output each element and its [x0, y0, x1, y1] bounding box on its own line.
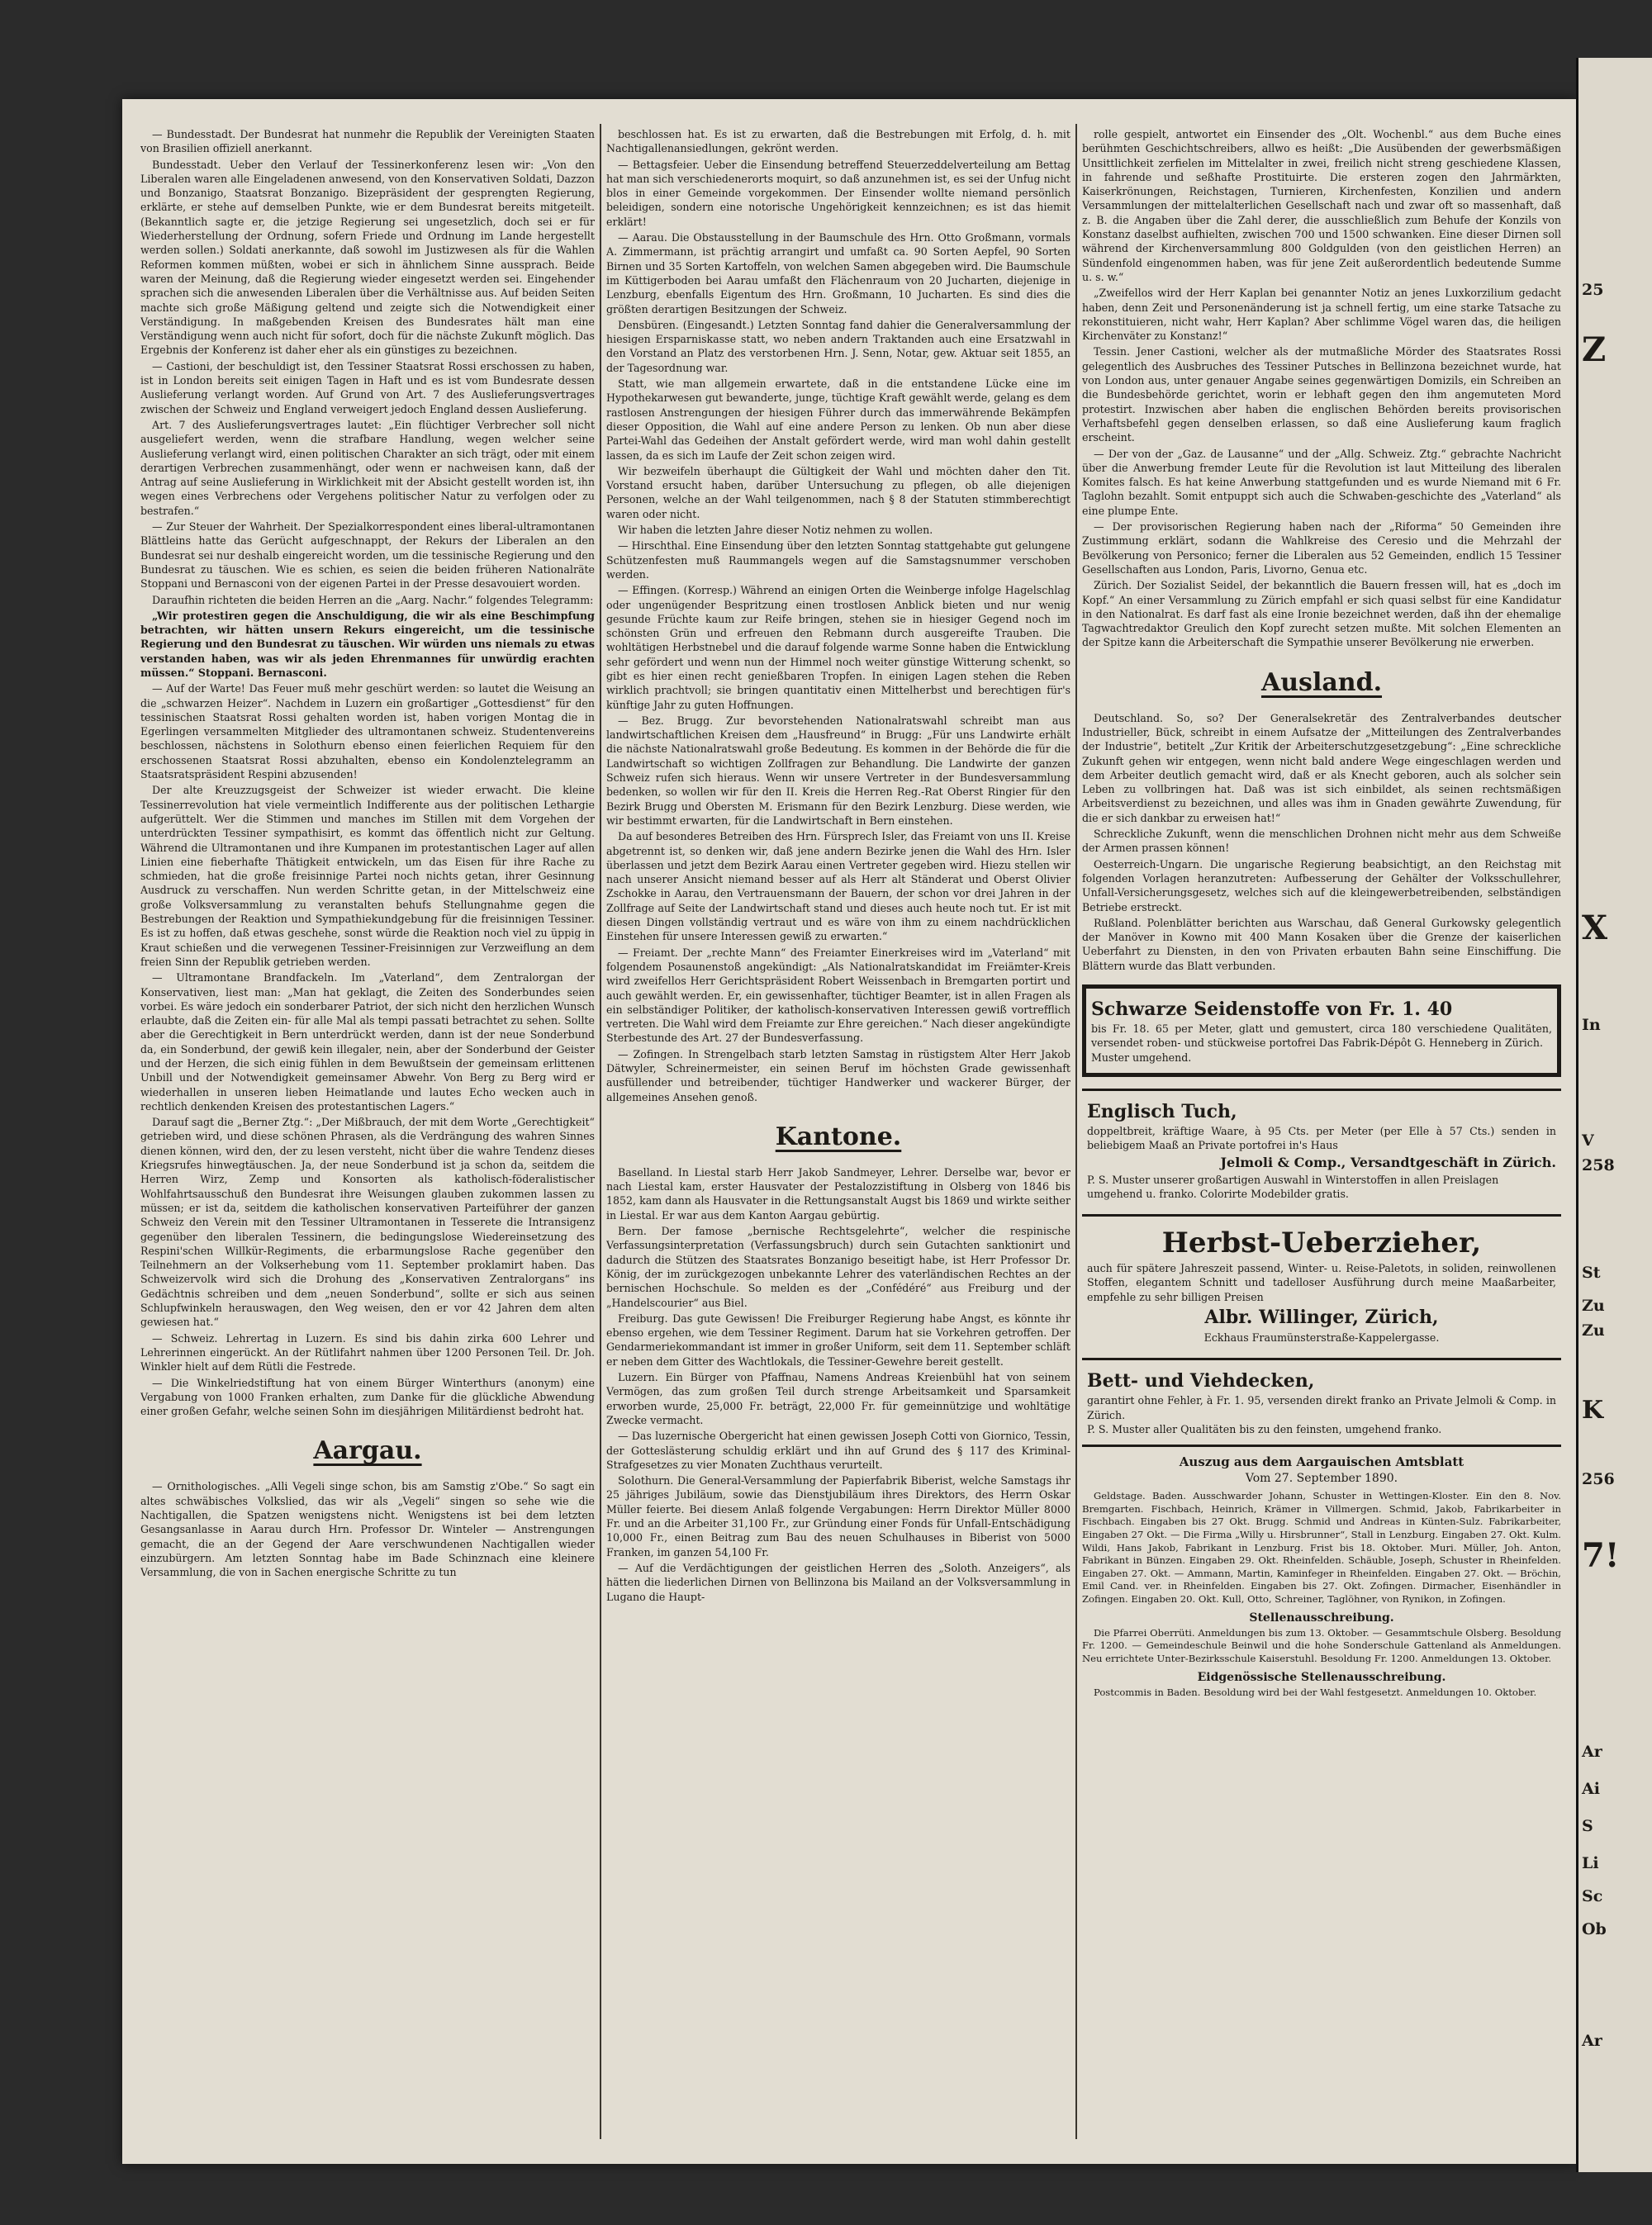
page-fragment: In [1582, 1016, 1601, 1034]
article-paragraph: Zürich. Der Sozialist Seidel, der bekanntlich die Bauern fressen will, hat es „doch im Kopf.“ An einer Versammlung zu Zürich empfahl er sich quasi selbst für eine Kandidatur in den Nationalrat. Es darf fast als eine Ironie bezeichnet werden, daß ihn der ehemalige Tagwachtredaktor Greulich den Kopf zurecht setzen mußte. Mit solchen Elementen an der Spitze kann die Arbeiterschaft die Sympathie unserer Bevölkerung nie erwerben. [1082, 579, 1561, 649]
column-3 [1082, 127, 1561, 2142]
eidg-stellen-text: Postcommis in Baden. Besoldung wird bei der Wahl festgesetzt. Anmeldungen 10. Oktober. [1094, 1686, 1537, 1698]
article-paragraph: Wir bezweifeln überhaupt die Gültigkeit der Wahl und möchten daher den Tit. Vorstand ersucht haben, darüber Untersuchung zu pflegen, ob alle diejenigen Personen, welche an der Wahl teilgenommen, nach § 8 der Statuten stimmberechtigt waren oder nicht. [606, 464, 1070, 520]
ad-body: garantirt ohne Fehler, à Fr. 1. 95, versenden direkt franko an Private Jelmoli & Comp. in Zürich. [1087, 1394, 1556, 1421]
article-paragraph: — Freiamt. Der „rechte Mann“ des Freiamter Einerkreises wird im „Vaterland“ mit folgendem Posaunenstoß angekündigt: „Als Nationalratskandidat im Freiämter-Kreis wird zweifellos Herr Gerichtspräsident Robert Weissenbach in Bremgarten portirt und auch gewählt werden. Er, ein gewissenhafter, tüchtiger Beamter, ist in allen Fragen als ein selbständiger Politiker, der katholisch-konservativen Interessen gewiß vortrefflich vertreten. Die Wahl wird dem Freiamte zur Ehre gereichen.“ Nach dieser angekündigte Sterbestunde des Art. 27 der Bundesverfassung. [606, 946, 1070, 1045]
article-paragraph: — Hirschthal. Eine Einsendung über den letzten Sonntag stattgehabte gut gelungene Schützenfesten muß Raummangels wegen auf die Samstagsnummer verschoben werden. [606, 539, 1070, 581]
section-heading-aargau: Aargau. [313, 1436, 422, 1466]
article-paragraph: — Castioni, der beschuldigt ist, den Tessiner Staatsrat Rossi erschossen zu haben, ist in London bereits seit einigen Tagen in Haft und es ist vom Bundesrate dessen Auslieferung verlangt worden. Auf Grund von Art. 7 des Auslieferungsvertrages zwischen der Schweiz und England verweigert jedoch England dessen Auslieferung. [140, 359, 595, 415]
column-rule [1075, 124, 1077, 2139]
ad-title: Englisch Tuch, [1087, 1100, 1237, 1122]
page-fragment: Ai [1582, 1780, 1600, 1798]
article-paragraph: Art. 7 des Auslieferungsvertrages lautet: „Ein flüchtiger Verbrecher soll nicht ausgeliefert werden, wenn die strafbare Handlung, wegen welcher seine Auslieferung verlangt wird, einen politischen Charakter an sich trägt, oder mit einem derartigen Verbrechen zusammenhängt, oder wenn er nachweisen kann, daß der Antrag auf seine Auslieferung in Wirklichkeit mit der Absicht gestellt worden ist, ihn wegen eines Verbrechens oder Vergehens politischer Natur zu verfolgen oder zu bestrafen.“ [140, 418, 595, 517]
article-paragraph: Der alte Kreuzzugsgeist der Schweizer ist wieder erwacht. Die kleine Tessinerrevolution hat viele vermeintlich Indifferente aus der politischen Lethargie aufgerüttelt. Wer die Stimmen und manches im Stillen mit dem Vorgehen der unterdrückten Tessiner sympathisirt, es kommt das öffentlich nicht zur Geltung. Während die Ultramontanen und ihre Kumpanen im protestantischen Lager auf allen Linien eine fieberhafte Thätigkeit entwickeln, um das Eisen für ihre Rache zu schmieden, hat die große freisinnige Partei noch nichts getan, ihrer Gesinnung Ausdruck zu verschaffen. Nun werden Schritte getan, in der Mittelschweiz eine große Volksversammlung zu veranstalten behufs Stellungnahme gegen die Bestrebungen der Reaktion und Sympathiekundgebung für die freisinnigen Tessiner. Es ist zu hoffen, daß etwas geschehe, sonst würde die Reaktion noch viel zu üppig in Kraut schießen und die verwegenen Tessiner-Freisinnigen zur Verzweiflung an dem freien Sinn der Republik getrieben werden. [140, 784, 595, 968]
page-fragment: Li [1582, 1854, 1599, 1872]
page-fragment: Ar [1582, 1743, 1602, 1761]
article-paragraph: — Der von der „Gaz. de Lausanne“ und der „Allg. Schweiz. Ztg.“ gebrachte Nachricht über die Anwerbung fremder Leute für die Revolution ist laut Mitteilung des liberalen Komites falsch. Es hat keine Anwerbung stattgefunden und es wurde Niemand mit 6 Fr. Taglohn bezahlt. Somit entpuppt sich auch die Schwaben-geschichte des „Vaterland“ als eine plumpe Ente. [1082, 447, 1561, 517]
article-paragraph: — Schweiz. Lehrertag in Luzern. Es sind bis dahin zirka 600 Lehrer und Lehrerinnen eingerückt. An der Rütlifahrt nahmen über 1200 Personen Teil. Dr. Joh. Winkler hielt auf dem Rütli die Festrede. [140, 1331, 595, 1373]
article-paragraph: — Aarau. Die Obstausstellung in der Baumschule des Hrn. Otto Großmann, vormals A. Zimmermann, ist prächtig arrangirt und umfaßt ca. 90 Sorten Aepfel, 90 Sorten Birnen und 35 Sorten Kartoffeln, von welchen Samen abgegeben wird. Die Baumschule im Küttigerboden bei Aarau umfaßt den Flächenraum von 20 Jucharten, diejenige in Lenzburg, ebenfalls Eigentum des Hrn. Großmann, 10 Jucharten. Es sind dies die größten derartigen Besitzungen der Schweiz. [606, 231, 1070, 315]
amtsblatt-date: Vom 27. September 1890. [1245, 1472, 1398, 1486]
page-fragment: V [1582, 1131, 1594, 1150]
page-fragment: X [1582, 909, 1608, 947]
article-paragraph: — Die Winkelriedstiftung hat von einem Bürger Winterthurs (anonym) eine Vergabung von 1000 Franken erhalten, zum Danke für die glückliche Abwendung einer großen Gefahr, welche seinen Sohn im diesjährigen Militärdienst bedroht hat. [140, 1376, 595, 1418]
advertisement-herbst [1082, 1214, 1561, 1353]
ad-body: auch für spätere Jahreszeit passend, Winter- u. Reise-Paletots, in soliden, reinwollenen Stoffen, elegantem Schnitt und tadelloser Ausführung durch meine Maaßarbeiter, empfehle zu sehr billigen Preisen [1087, 1262, 1556, 1303]
advertisement-tuch [1082, 1089, 1561, 1209]
column-rule [600, 124, 601, 2139]
ad-note: Muster umgehend. [1091, 1051, 1192, 1064]
article-paragraph: Rußland. Polenblätter berichten aus Warschau, daß General Gurkowsky gelegentlich der Manöver in Kowno mit 400 Mann Kosaken über die Grenze der kaiserlichen Ueberfahrt zu Diensten, in den von Privaten erbauten Bahn seine Einschiffung. Die Blättern wurde das Blatt verbunden. [1082, 916, 1561, 972]
article-paragraph: Freiburg. Das gute Gewissen! Die Freiburger Regierung habe Angst, es könnte ihr ebenso ergehen, wie dem Tessiner Regiment. Darum hat sie Vorkehren getroffen. Der Gendarmeriekommandant ist immer in großer Uniform, seit dem 11. September schläft er neben dem Gitter des Wachtlokals, die Tessiner-Gewehre bereit gestellt. [606, 1312, 1070, 1368]
article-paragraph: — Das luzernische Obergericht hat einen gewissen Joseph Cotti von Giornico, Tessin, der Gotteslästerung schuldig erklärt und ihn auf Grund des § 117 des Kriminal-Strafgesetzes zu vier Monaten Zuchthaus verurteilt. [606, 1430, 1070, 1471]
ad-firm: Jelmoli & Comp., Versandtgeschäft in Zürich. [1220, 1154, 1556, 1170]
article-paragraph: — Bez. Brugg. Zur bevorstehenden Nationalratswahl schreibt man aus landwirtschaftlichen Kreisen dem „Hausfreund“ in Brugg: „Für uns Landwirte erhält die nächste Nationalratswahl große Bedeutung. Es kommen in der Behörde die für die Landwirtschaft so wichtigen Zollfragen zur Behandlung. Die Landwirte der ganzen Schweiz rufen sich hieraus. Wenn wir unsere Vertreter in der Bundesversammlung bedenken, so wollen wir für den II. Kreis die Herren Reg.-Rat Oberst Ringier für den Bezirk Brugg und Obersten M. Erismann für den Bezirk Lenzburg. Diese werden, wie wir bestimmt erwarten, für die Landwirtschaft in Bern einstehen. [606, 714, 1070, 827]
amtsblatt-title: Auszug aus dem Aargauischen Amtsblatt [1082, 1445, 1561, 1470]
ad-firm: Albr. Willinger, Zürich, [1204, 1307, 1439, 1328]
page-fragment: Ob [1582, 1920, 1607, 1938]
article-paragraph: Bundesstadt. Ueber den Verlauf der Tessinerkonferenz lesen wir: „Von den Liberalen waren alle Eingeladenen anwesend, von den Konservativen Soldati, Dazzon und Bonzanigo, Staatsrat Bonzanigo. Bizepräsident der gesprengten Regierung, erklärte, er stehe auf demselben Punkte, wie er dem Bundesrat bereits mitgeteilt. (Bekanntlich sagte er, die jetzige Regierung sei ungesetzlich, doch sei er für Wiederherstellung der Ordnung, sofern Friede und Ordnung im Lande hergestellt werden sollen.) Soldati anerkannte, daß sowohl im Justizwesen als für die Wahlen Reformen kommen müßten, wobei er sich in ähnlichem Sinne aussprach. Beide waren der Meinung, daß die Regierung wieder eingesetzt werden sei. Eingehender sprachen sich die anwesenden Liberalen über die Verhältnisse aus. Auf beiden Seiten machte sich große Mäßigung geltend und zeigte sich die Notwendigkeit einer Verständigung. In maßgebenden Kreisen des Bundesrates hält man eine Verständigung wenn auch nicht für sofort, doch für die nächste Zukunft möglich. Das Ergebnis der Konferenz ist daher eher als ein günstiges zu bezeichnen. [140, 158, 595, 357]
article-paragraph: Bern. Der famose „bernische Rechtsgelehrte“, welcher die respinische Verfassungsinterpretation (Verfassungsbruch) durch sein Gutachten sanktionirt und dadurch die Stützen des Staatsrates Bonzanigo beseitigt habe, ist Herr Professor Dr. König, der im zurückgezogen unbekannte Lehrer des vaterländischen Rechtes an der bernischen Hochschule. So melden es der „Confédéré“ aus Freiburg und der „Handelscourier“ aus Biel. [606, 1225, 1070, 1309]
page-fragment: Sc [1582, 1887, 1603, 1905]
column-2 [606, 127, 1070, 2142]
article-paragraph: Statt, wie man allgemein erwartete, daß in die entstandene Lücke eine im Hypothekarwesen gut bewanderte, junge, tüchtige Kraft gewählt werde, gelang es dem rastlosen Anstrengungen der hiesigen Führer durch das immerwährende Bekämpfen dieser Opposition, die Wahl auf eine andere Person zu lenken. Ob nun aber diese Partei-Wahl das Gedeihen der Anstalt gefördert werde, wird man wohl dahin gestellt lassen, da es sich im Laufe der Zeit schon zeigen wird. [606, 377, 1070, 462]
column-1 [140, 127, 595, 2142]
ad-note: Eckhaus Fraumünsterstraße-Kappelergasse. [1203, 1331, 1440, 1344]
ad-title: Herbst-Ueberzieher, [1161, 1226, 1482, 1260]
article-paragraph: — Bundesstadt. Der Bundesrat hat nunmehr die Republik der Vereinigten Staaten von Brasilien offiziell anerkannt. [140, 128, 595, 155]
page-fragment: K [1582, 1396, 1604, 1425]
page-fragment: Zu [1582, 1321, 1605, 1340]
article-paragraph: — Auf der Warte! Das Feuer muß mehr geschürt werden: so lautet die Weisung an die „schwarzen Heizer“. Nachdem in Luzern ein großartiger „Gottesdienst“ für den tessinischen Staatsrat Rossi gehalten worden ist, haben vorigen Montag die in Egerlingen versammelten Mitglieder des ultramontanen schweiz. Studentenvereins beschlossen, nächstens in Solothurn ebenso einen feierlichen Requiem für den erschossenen Staatsrat Rossi abzuhalten, ebenso ein Kondolenztelegramm an Staatsratspräsident Respini abzusenden! [140, 682, 595, 781]
article-paragraph: — Ultramontane Brandfackeln. Im „Vaterland“, dem Zentralorgan der Konservativen, liest man: „Man hat geklagt, die Zeiten des Sonderbundes seien vorbei. Es wäre jedoch ein sonderbarer Patriot, der sich nicht den herzlichen Wunsch erlaubte, daß die Zeiten ein- für alle Mal als tempi passati betrachtet zu sehen. Sollte aber die Gerechtigkeit in Bern unterdrückt werden, dann ist der neue Sonderbund da, ein Sonderbund, der gewiß kein illegaler, nein, aber der Sonderbund der Geister und der Herzen, die sich einig fühlen in dem Bewußtsein der gemeinsam erlittenen Unbill und der Notwendigkeit gemeinsamer Abwehr. Von Berg zu Berg wird er wiederhallen in unseren lieben Heimatlande und lautes Echo wecken auch in rechtlich denkenden Kreisen des protestantischen Lagers.“ [140, 971, 595, 1112]
article-paragraph: — Auf die Verdächtigungen der geistlichen Herren des „Soloth. Anzeigers“, als hätten die liederlichen Dirnen von Bellinzona bis Mailand an der Volksversammlung in Lugano die Haupt- [606, 1561, 1070, 1603]
telegram-quote: „Wir protestiren gegen die Anschuldigung, die wir als eine Beschimpfung betrachten, wir hätten unsern Rekurs eingereicht, um die tessinische Regierung und den Bundesrat zu täuschen. Wir würden uns niemals zu etwas verstanden haben, was wir als jeden Ehrenmannes für unwürdig erachten müssen.“ Stoppani. Bernasconi. [140, 609, 595, 679]
page-fragment: S [1582, 1817, 1593, 1835]
article-paragraph: beschlossen hat. Es ist zu erwarten, daß die Bestrebungen mit Erfolg, d. h. mit Nachtigallenansiedlungen, gekrönt werden. [606, 128, 1070, 155]
article-paragraph: Oesterreich-Ungarn. Die ungarische Regierung beabsichtigt, an den Reichstag mit folgenden Vorlagen heranzutreten: Aufbesserung der Gehälter der Volksschullehrer, Unfall-Versicherungsgesetz, welches sich auf die kleingewerbetreibenden, selbständigen Betriebe erstreckt. [1082, 857, 1561, 913]
page-fragment: Zu [1582, 1297, 1605, 1315]
page-fragment: St [1582, 1264, 1601, 1282]
article-paragraph: Solothurn. Die General-Versammlung der Papierfabrik Biberist, welche Samstags ihr 25 jähriges Jubiläum, sowie das Dienstjubiläum ihres Direktors, des Herrn Oskar Müller feierte. Bei diesem Anlaß folgende Vergabungen: Herrn Direktor Müller 8000 Fr. und an die Arbeiter 31,100 Fr., zur Gründung einer Fonds für Unfall-Entschädigung 10,000 Fr., einen Beitrag zum Bau des neuen Schulhauses in Biberist von 5000 Franken, im ganzen 54,100 Fr. [606, 1474, 1070, 1558]
article-paragraph: Tessin. Jener Castioni, welcher als der mutmaßliche Mörder des Staatsrates Rossi gelegentlich des Ausbruches des Tessiner Putsches in Bellinzona bezeichnet wurde, hat von London aus, unter genauer Angabe seines gegenwärtigen Domizils, ein Schreiben an die Bundesbehörde gerichtet, worin er lebhaft gegen den ihm angemuteten Mord protestirt. Inzwischen aber haben die englischen Behörden bereits provisorischen Verhaftsbefehl gegen denselben erlassen, so daß eine Auslieferung kaum fraglich erscheint. [1082, 345, 1561, 444]
page-fragment: 258 [1582, 1156, 1615, 1174]
eidg-stellen-title: Eidgenössische Stellenausschreibung. [1197, 1670, 1446, 1684]
article-paragraph: Darauf sagt die „Berner Ztg.“: „Der Mißbrauch, der mit dem Worte „Gerechtigkeit“ getrieben wird, und diese schönen Phrasen, als die Verdrängung des wahren Sinnes dienen können, wird den, der zu lesen versteht, nicht über die wahre Tendenz dieses Kriegsrufes hinwegtäuschen. Ja, der neue Sonderbund ist ja schon da, seitdem die Herren Wirz, Zemp und Konsorten als katholisch-föderalistischer Wohlfahrtsausschuß den Bundesrat ihre Weisungen glauben zukommen lassen zu müssen; er ist da, seitdem die katholischen konservativen Parteiführer der ganzen Schweiz den Verein mit den Tessiner Ultramontanen in Tesserete die Intransigenz gegenüber den liberalen Tessinern, die bedingungslose Wiedereinsetzung des Respini'schen Willkür-Regiments, die erbarmungslose Rache gegenüber den Teilnehmern an der Volkserhebung vom 11. September proklamirt haben. Das Schweizervolk wird sich die Drohung des „Konservativen Zentralorgans“ ins Gedächtnis schreiben und dem „neuen Sonderbund“, sollte er sich aus seinen Schlupfwinkeln herauswagen, den Weg weisen, den er vor 42 Jahren dem alten gewiesen hat.“ [140, 1116, 595, 1329]
advertisement-seide [1082, 984, 1561, 1077]
page-fragment: 25 [1582, 281, 1604, 299]
page-fragment: 256 [1582, 1470, 1615, 1488]
newspaper-page [122, 99, 1576, 2164]
ad-body: bis Fr. 18. 65 per Meter, glatt und gemustert, circa 180 verschiedene Qualitäten, versendet roben- und stückweise portofrei Das Fabrik-Dépôt G. Henneberg in Zürich. [1091, 1022, 1552, 1050]
article-paragraph: Daraufhin richteten die beiden Herren an die „Aarg. Nachr.“ folgendes Telegramm: [152, 593, 594, 606]
ad-title: Schwarze Seidenstoffe von Fr. 1. 40 [1091, 999, 1453, 1021]
article-paragraph: — Der provisorischen Regierung haben nach der „Riforma“ 50 Gemeinden ihre Zustimmung erklärt, sodann die Wahlkreise des Ceresio und die Mehrzahl der Bevölkerung von Personico; ferner die Liberalen aus 52 Gemeinden, endlich 15 Tessiner Gesellschaften aus London, Paris, Livorno, Genua etc. [1082, 520, 1561, 576]
page-fragment: Ar [1582, 2032, 1602, 2050]
page-fragment: 7! [1582, 1536, 1620, 1575]
article-paragraph: Densbüren. (Eingesandt.) Letzten Sonntag fand dahier die Generalversammlung der hiesigen Ersparniskasse statt, wo neben andern Traktanden auch eine Ersatzwahl in den Vorstand an Platz des verstorbenen Hrn. J. Senn, Notar, gew. Aktuar seit 1855, an der Tagesordnung war. [606, 318, 1070, 374]
article-paragraph: „Zweifellos wird der Herr Kaplan bei genannter Notiz an jenes Luxkorzilium gedacht haben, denn Zeit und Personenänderung ist ja schnell fertig, um eine starke Tatsache zu rekonstituieren, nicht wahr, Herr Kaplan? Aber schlimme Vögel waren das, die heiligen Kirchenväter zu Konstanz!“ [1082, 287, 1561, 343]
article-paragraph: Deutschland. So, so? Der Generalsekretär des Zentralverbandes deutscher Industrieller, Bück, schreibt in einem Aufsatze der „Mitteilungen des Zentralverbandes der Industrie“, betitelt „Zur Kritik der Arbeiterschutzgesetzgebung“: „Eine schreckliche Zukunft gehen wir entgegen, wenn nicht bald andere Wege eingeschlagen werden und dem Arbeiter deutlich gemacht wird, daß er als Knecht geboren, auch als solcher sein Leben zu vollbringen hat. Daß was ist sich einbildet, als seinen rechtsmäßigen Arbeitsverdienst zu bezeichnen, und alles was ihm in Gnaden gewährte Zuwendung, für die er sich dankbar zu erweisen hat!“ [1082, 711, 1561, 824]
article-paragraph: Da auf besonderes Betreiben des Hrn. Fürsprech Isler, das Freiamt von uns II. Kreise abgetrennt ist, so denken wir, daß jene andern Bezirke jenen die Wahl des Hrn. Isler überlassen und jetzt dem Bezirk Aarau einen Vertreter gegeben wird. Hiezu stellen wir nach unserer Ansicht niemand besser auf als Herr alt Ständerat und Oberst Olivier Zschokke in Aarau, den Vertrauensmann der Bauern, der schon vor drei Jahren in der Zollfrage auf Seite der Landwirtschaft stand und dieses auch heute noch tut. Er ist mit diesen Dingen vollständig vertraut und es wäre von ihm zu einem nachdrücklichen Einstehen für unsere Interessen gewiß zu erwarten.“ [606, 830, 1070, 943]
section-heading-kantone: Kantone. [775, 1122, 902, 1151]
article-paragraph: — Ornithologisches. „Alli Vegeli singe schon, bis am Samstig z'Obe.“ So sagt ein altes schwäbisches Volkslied, das wir als „Vegeli“ singen so sehe wie die Nachtigallen, die Spatzen wenigstens nicht. Wenigstens ist bei dem letzten Gesangsanlasse in Aarau durch Hrn. Professor Dr. Winteler — Anstrengungen gemacht, die an der Gegend der Aare verschwundenen Nachtigallen wieder einzubürgern. Am letzten Sonntag habe im Bade Schinznach eine kleinere Versammlung, die von in Sachen energische Schritte zu tun [140, 1480, 595, 1579]
advertisement-bett [1082, 1358, 1561, 1445]
ad-note: P. S. Muster unserer großartigen Auswahl in Winterstoffen in allen Preislagen umgehend u. franko. Colorirte Modebilder gratis. [1087, 1173, 1499, 1200]
article-paragraph: — Effingen. (Korresp.) Während an einigen Orten die Weinberge infolge Hagelschlag oder ungenügender Bespritzung einen trostlosen Anblick bieten und nur wenig gesunde Früchte kaum zur Reife bringen, stehen sie in hiesiger Gegend noch im schönsten Grün und erfreuen den Rebmann durch ausgereifte Trauben. Die wohltätigen Herbstnebel und die darauf folgende warme Sonne haben die Entwicklung sehr gefördert und wenn nun der Himmel noch weiter günstige Witterung schenkt, so gibt es hier einen recht genießbaren Tropfen. In einigen Lagen stehen die Reben wirklich prachtvoll; sie bringen quantitativ einen Mittelherbst und berechtigen für's künftige Jahr zu guten Hoffnungen. [606, 584, 1070, 711]
ad-note: P. S. Muster aller Qualitäten bis zu den feinsten, umgehend franko. [1087, 1422, 1442, 1435]
ad-body: doppeltbreit, kräftige Waare, à 95 Cts. per Meter (per Elle à 57 Cts.) senden in beliebigem Maaß an Private portofrei in's Haus [1087, 1124, 1556, 1152]
ad-title: Bett- und Viehdecken, [1087, 1370, 1315, 1392]
section-heading-ausland: Ausland. [1260, 667, 1383, 697]
article-paragraph: Schreckliche Zukunft, wenn die menschlichen Drohnen nicht mehr aus dem Schweiße der Armen prassen können! [1082, 828, 1561, 855]
adjacent-page-edge [1576, 58, 1652, 2172]
stellen-text: Die Pfarrei Oberrüti. Anmeldungen bis zum 13. Oktober. — Gesammtschule Olsberg. Besoldung Fr. 1200. — Gemeindeschule Beinwil und die hohe Sonderschule Gattenland als Anmeldungen. Neu errichtete Unter-Bezirksschule Kaiserstuhl. Besoldung Fr. 1200. Anmeldungen 13. Oktober. [1082, 1626, 1561, 1665]
amtsblatt-text: Geldstage. Baden. Ausschwarder Johann, Schuster in Wettingen-Kloster. Ein den 8. Nov. Bremgarten. Fischbach, Heinrich, Krämer in Villmergen. Schmid, Jakob, Fabrikarbeiter in Fischbach. Eingaben bis 27 Okt. Brugg. Schmid und Andreas in Künten-Sulz. Fabrikarbeiter, Eingaben 27 Okt. — Die Firma „Willy u. Hirsbrunner“, Stall in Lenzburg. Eingaben 27. Okt. Kulm. Wildi, Hans Jakob, Fabrikant in Lenzburg. Frist bis 18. Oktober. Muri. Müller, Joh. Anton, Fabrikant in Bünzen. Eingaben 29. Okt. Rheinfelden. Schäuble, Joseph, Schuster in Rheinfelden. Eingaben 27. Okt. — Ammann, Martin, Kaminfeger in Rheinfelden. Eingaben 27. Okt. — Bröchin, Emil Cand. ver. in Rheinfelden. Eingaben bis 27. Okt. Zofingen. Dirmacher, Eisenhändler in Zofingen. Eingaben 20. Okt. Kull, Otto, Schreiner, Taglöhner, von Rynikon, in Zofingen. [1082, 1490, 1561, 1605]
article-paragraph: Wir haben die letzten Jahre dieser Notiz nehmen zu wollen. [618, 524, 933, 537]
article-paragraph: Baselland. In Liestal starb Herr Jakob Sandmeyer, Lehrer. Derselbe war, bevor er nach Liestal kam, erster Hausvater der Pestalozzistiftung in Olsberg von 1846 bis 1852, kam dann als Hausvater in die Rettungsanstalt Augst bis 1869 und wirkte seither in Liestal. Er war aus dem Kanton Aargau gebürtig. [606, 1165, 1070, 1222]
article-paragraph: — Bettagsfeier. Ueber die Einsendung betreffend Steuerzeddelverteilung am Bettag hat man sich verschiedenerorts moquirt, so daß anzunehmen ist, es sei der Unfug nicht blos in einer Gemeinde vorgekommen. Der Einsender wollte niemand persönlich beleidigen, sondern eine notorische Ungehörigkeit kennzeichnen; es ist das hiemit erklärt! [606, 158, 1070, 228]
article-paragraph: rolle gespielt, antwortet ein Einsender des „Olt. Wochenbl.“ aus dem Buche eines berühmten Geschichtschreibers, allwo es heißt: „Die Ausübenden der gewerbsmäßigen Unsittlichkeit zerfielen im Mittelalter in zwei, freilich nicht streng geschiedene Klassen, in fahrende und seßhafte Prostituirte. Die ersteren zogen den Jahrmärkten, Kaiserkrönungen, Reichstagen, Turnieren, Kirchenfesten, Konzilien und andern Versammlungen der mittelalterlichen Gesellschaft nach und zwar oft so massenhaft, daß z. B. die Angaben über die Zahl derer, die ausschließlich zum Behufe der Konzils von Konstanz daselbst aufhielten, zwischen 700 und 1500 schwanken. Eine dieser Dirnen soll während der Kirchenversammlung 800 Goldgulden (von den geistlichen Herren) an Sündenfold eingenommen haben, was für jene Zeit außerordentlich bedeutende Summe u. s. w.“ [1082, 128, 1561, 283]
stellen-title: Stellenausschreibung. [1249, 1611, 1394, 1625]
page-fragment: Z [1582, 330, 1607, 369]
article-paragraph: — Zur Steuer der Wahrheit. Der Spezialkorrespondent eines liberal-ultramontanen Blättleins hatte das Gerücht aufgeschnappt, der Rekurs der Liberalen an den Bundesrat sei nur deshalb eingereicht worden, um die tessinische Regierung und den Bundesrat zu täuschen. Wie es schien, es seien die beiden früheren Nationalräte Stoppani und Bernasconi von der eigenen Partei in der Presse desavouiert worden. [140, 520, 595, 591]
article-paragraph: Luzern. Ein Bürger von Pfaffnau, Namens Andreas Kreienbühl hat von seinem Vermögen, das zum großen Teil durch strenge Arbeitsamkeit und Sparsamkeit erworben wurde, 25,000 Fr. beträgt, 22,000 Fr. für gemeinnützige und wohltätige Zwecke vermacht. [606, 1371, 1070, 1426]
article-paragraph: — Zofingen. In Strengelbach starb letzten Samstag in rüstigstem Alter Herr Jakob Dätwyler, Schreinermeister, ein seinen Beruf im höchsten Grade gewissenhaft ausfüllender und betreibender, tüchtiger Handwerker und wackerer Bürger, der allgemeines Ansehen genoß. [606, 1047, 1070, 1103]
